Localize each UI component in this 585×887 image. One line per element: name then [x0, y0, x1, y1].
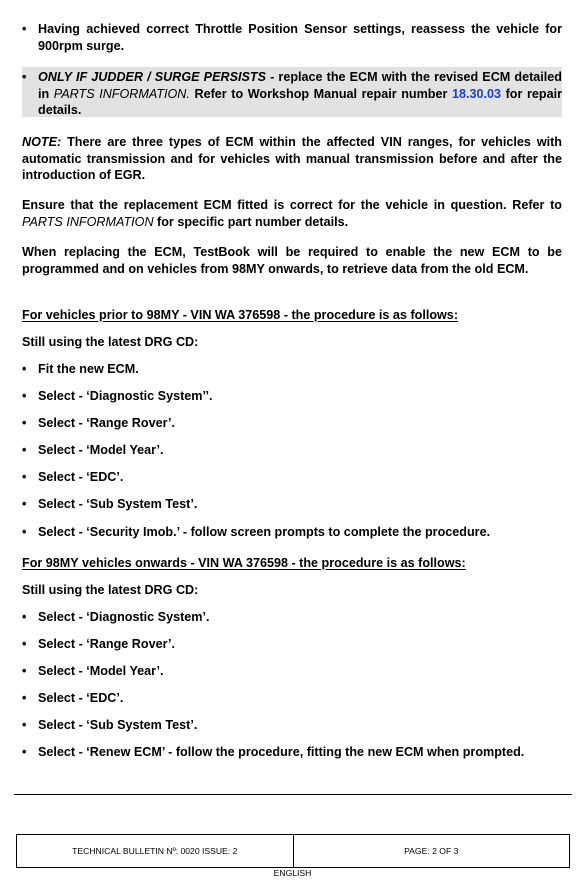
bullet-icon: •: [22, 637, 27, 651]
section2-step: • Select - ‘Range Rover’.: [22, 637, 175, 651]
bullet-icon: •: [22, 362, 27, 376]
footer-table: [16, 834, 570, 868]
section2-step: • Select - ‘Sub System Test’.: [22, 718, 198, 732]
section1-step: • Select - ‘Sub System Test’.: [22, 497, 198, 511]
bullet-icon: •: [22, 664, 27, 678]
bullet-icon: •: [22, 416, 27, 430]
bullet-icon: •: [22, 443, 27, 457]
parts-information-ref: PARTS INFORMATION: [22, 214, 154, 229]
bullet-icon: •: [22, 718, 27, 732]
replacing-paragraph: When replacing the ECM, TestBook will be required to enable the new ECM to be programmed and on vehicles from 98MY onwards, to retrieve data from the old ECM.: [22, 245, 562, 276]
section1-intro: Still using the latest DRG CD:: [22, 335, 199, 349]
bullet-icon: •: [22, 70, 27, 84]
section1-heading: For vehicles prior to 98MY - VIN WA 376598 - the procedure is as follows:: [22, 308, 459, 322]
bullet-icon: •: [22, 497, 27, 511]
bullet-icon: •: [22, 470, 27, 484]
bullet-replace-ecm: [22, 69, 562, 119]
section1-step: • Select - ‘Security Imob.’ - follow screen prompts to complete the procedure.: [22, 525, 491, 539]
footer-divider: [14, 794, 572, 795]
section1-step: • Select - ‘Model Year’.: [22, 443, 164, 457]
section2-step: • Select - ‘Renew ECM’ - follow the procedure, fitting the new ECM when prompted.: [22, 745, 525, 759]
note-label: NOTE:: [22, 135, 62, 149]
judder-warning: ONLY IF JUDDER / SURGE PERSISTS -: [38, 70, 275, 84]
language-label: ENGLISH: [273, 868, 312, 878]
parts-information-ref: PARTS INFORMATION.: [53, 86, 190, 101]
section2-heading: For 98MY vehicles onwards - VIN WA 376598 - the procedure is as follows:: [22, 556, 466, 570]
bullet-icon: •: [22, 745, 27, 759]
bulletin-number: TECHNICAL BULLETIN Nº: 0020 ISSUE: 2: [72, 846, 238, 856]
bullet-text: Having achieved correct Throttle Position Sensor settings, reassess the vehicle for 900rpm surge.: [38, 22, 562, 53]
bullet-icon: •: [22, 389, 27, 403]
bullet-reassess-surge: [22, 21, 562, 54]
bullet-icon: •: [22, 610, 27, 624]
section1-step: • Select - ‘Range Rover’.: [22, 416, 175, 430]
bullet-icon: •: [22, 22, 27, 36]
repair-number-link[interactable]: 18.30.03: [452, 86, 502, 101]
bullet-icon: •: [22, 691, 27, 705]
note-paragraph: NOTE: There are three types of ECM within the affected VIN ranges, for vehicles with automatic transmission and for vehicles with manual transmission before and after the introduction of EGR.: [22, 135, 562, 182]
bullet-icon: •: [22, 525, 27, 539]
page-number: PAGE: 2 OF 3: [293, 835, 570, 867]
ensure-paragraph: Ensure that the replacement ECM fitted is correct for the vehicle in question. Refer to PARTS INFORMATION for specific part number details.: [22, 198, 562, 229]
section1-step: • Select - ‘Diagnostic System’’.: [22, 389, 213, 403]
section2-intro: Still using the latest DRG CD:: [22, 583, 199, 597]
section2-step: • Select - ‘EDC’.: [22, 691, 124, 705]
bullet-text: ONLY IF JUDDER / SURGE PERSISTS - replace the ECM with the revised ECM detailed in PARTS INFORMATION. Refer to Workshop Manual repair number 18.30.03 for repair details.: [38, 70, 563, 117]
section2-step: • Select - ‘Diagnostic System’.: [22, 610, 210, 624]
section1-step: • Select - ‘EDC’.: [22, 470, 124, 484]
section1-step: • Fit the new ECM.: [22, 362, 139, 376]
section2-step: • Select - ‘Model Year’.: [22, 664, 164, 678]
